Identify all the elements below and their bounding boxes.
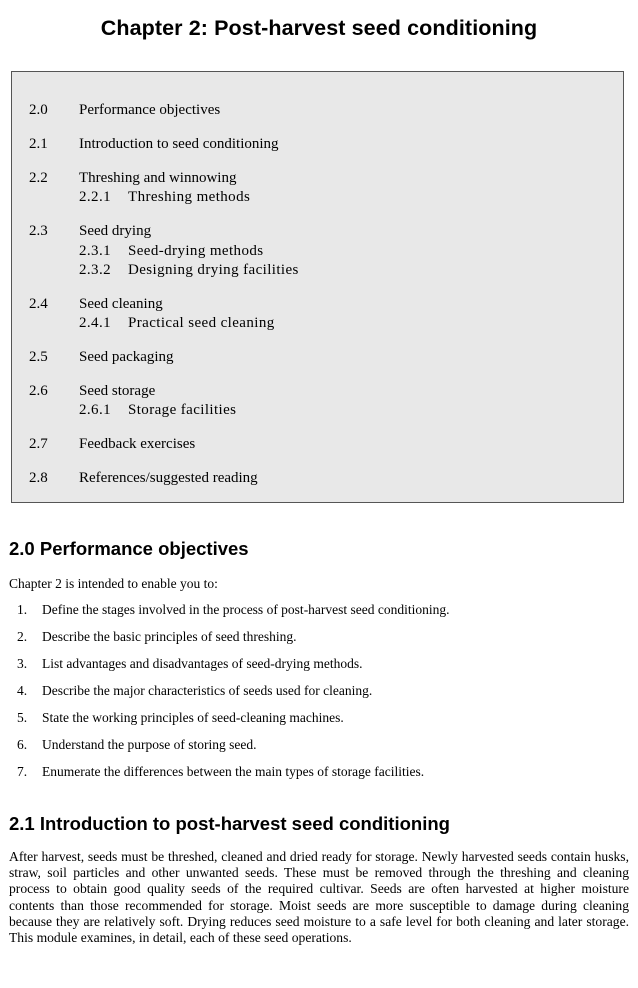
- toc-label: Feedback exercises: [79, 436, 196, 452]
- objective-text: Enumerate the differences between the main types of storage facilities.: [42, 764, 425, 779]
- chapter-title: Chapter 2: Post-harvest seed conditioning: [100, 16, 538, 40]
- toc-number: 2.3: [29, 223, 48, 239]
- toc-sublabel: Designing drying facilities: [128, 262, 299, 278]
- toc-label: Seed drying: [79, 223, 152, 239]
- toc-subnumber: 2.3.1: [79, 243, 111, 259]
- toc-number: 2.7: [29, 436, 48, 452]
- objective-number: 7.: [17, 764, 28, 779]
- objective-text: Understand the purpose of storing seed.: [42, 737, 257, 752]
- toc-number: 2.1: [29, 136, 48, 152]
- objective-text: State the working principles of seed-cleaning machines.: [42, 710, 344, 725]
- objective-number: 6.: [17, 737, 28, 752]
- toc-label: Seed packaging: [79, 349, 174, 365]
- toc-subnumber: 2.4.1: [79, 315, 111, 331]
- objective-number: 1.: [17, 602, 28, 617]
- intro-paragraph: After harvest, seeds must be threshed, cleaned and dried ready for storage. Newly harvested seeds contain husks, straw, soil particles and other unwanted seeds. These must be removed through the threshing and cleaning process to obtain good quality seeds of the required cultivar. Seeds are often harvested at higher moisture contents than those recommended for storage. Moist seeds are more susceptible to damage during cleaning because they are relatively soft. Drying reduces seed moisture to a safe level for both cleaning and later storage. This module examines, in detail, each of these seed operations.: [9, 849, 629, 946]
- toc-subnumber: 2.6.1: [79, 402, 111, 418]
- toc-number: 2.4: [29, 296, 48, 312]
- toc-number: 2.5: [29, 349, 48, 365]
- objective-text: Describe the basic principles of seed threshing.: [42, 629, 297, 644]
- objective-number: 4.: [17, 683, 28, 698]
- toc-sublabel: Practical seed cleaning: [128, 315, 275, 331]
- toc-label: Seed storage: [79, 383, 156, 399]
- table-of-contents: [11, 71, 624, 503]
- toc-label: Introduction to seed conditioning: [79, 136, 279, 152]
- toc-label: Seed cleaning: [79, 296, 163, 312]
- toc-label: References/suggested reading: [79, 470, 258, 486]
- objective-text: List advantages and disadvantages of seed-drying methods.: [42, 656, 363, 671]
- toc-label: Performance objectives: [79, 102, 221, 118]
- toc-subnumber: 2.3.2: [79, 262, 111, 278]
- objective-number: 5.: [17, 710, 28, 725]
- section-heading-2-1: 2.1 Introduction to post-harvest seed conditioning: [9, 813, 450, 834]
- toc-number: 2.2: [29, 170, 48, 186]
- toc-number: 2.6: [29, 383, 48, 399]
- section-heading-2-0: 2.0 Performance objectives: [9, 538, 249, 559]
- toc-label: Threshing and winnowing: [79, 170, 237, 186]
- toc-sublabel: Threshing methods: [128, 189, 251, 205]
- objectives-intro: Chapter 2 is intended to enable you to:: [9, 576, 218, 591]
- toc-number: 2.0: [29, 102, 48, 118]
- objective-number: 3.: [17, 656, 28, 671]
- objective-text: Describe the major characteristics of seeds used for cleaning.: [42, 683, 373, 698]
- objective-number: 2.: [17, 629, 28, 644]
- toc-sublabel: Seed-drying methods: [128, 243, 264, 259]
- objective-text: Define the stages involved in the process of post-harvest seed conditioning.: [42, 602, 450, 617]
- toc-number: 2.8: [29, 470, 48, 486]
- toc-sublabel: Storage facilities: [128, 402, 237, 418]
- toc-subnumber: 2.2.1: [79, 189, 111, 205]
